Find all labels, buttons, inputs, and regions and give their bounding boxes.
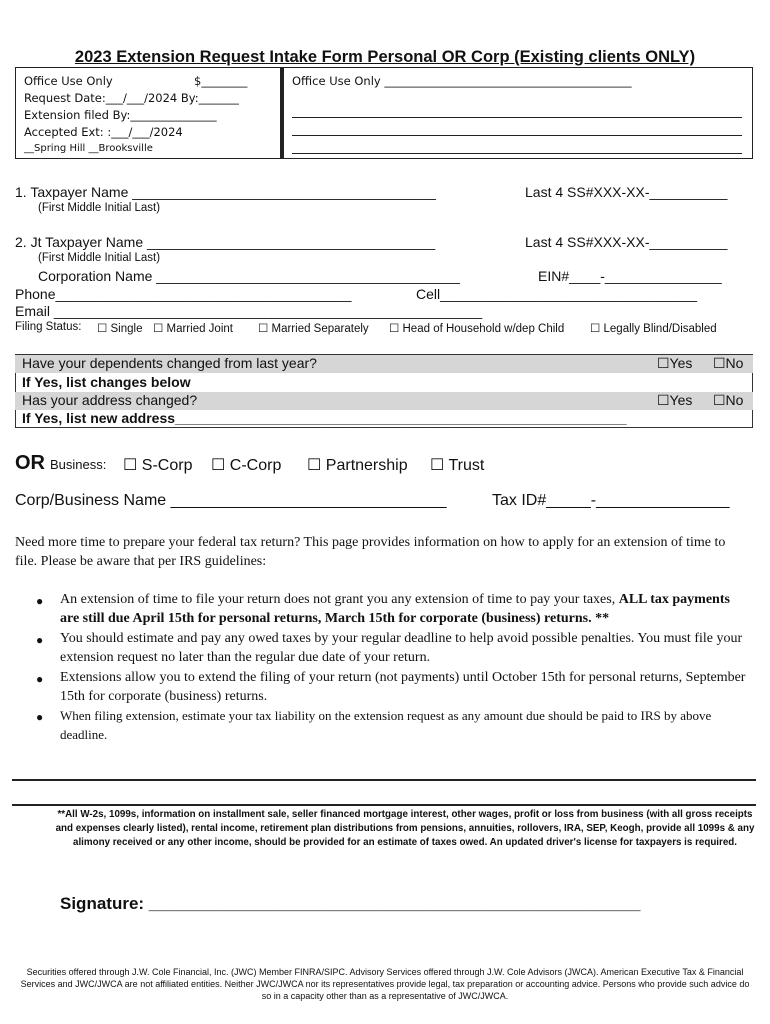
bullet-icon: ● [36, 672, 44, 686]
bullet-icon: ● [36, 633, 44, 647]
jt-taxpayer-ssn-field[interactable]: Last 4 SS#XXX-XX-__________ [525, 234, 728, 250]
corporation-name-field[interactable]: Corporation Name _______________________________________ [38, 268, 460, 284]
new-address-field[interactable]: If Yes, list new address__________________________________________________________ [22, 410, 627, 426]
business-partnership[interactable]: ☐ Partnership [307, 457, 408, 474]
phone-field[interactable]: Phone______________________________________ [15, 286, 352, 302]
office-use-line[interactable] [292, 135, 742, 136]
bullet-estimate-liability: When filing extension, estimate your tax liability on the extension request as any amount due should be paid to IRS by above deadline. [60, 708, 712, 742]
intro-paragraph: Need more time to prepare your federal tax return? This page provides information on how to apply for an extension of time to file. Please be aware that per IRS guidelines: [15, 535, 726, 569]
bullet-estimate-taxes: You should estimate and pay any owed taxes by your regular deadline to help avoid possible penalties. You must file your extension request no later than the regular due date of your return. [60, 631, 743, 665]
extension-filed-by-field[interactable]: Extension filed By:_______________ [24, 108, 217, 122]
business-label: Business: [50, 457, 107, 472]
filing-status-head-of-household[interactable]: ☐ Head of Household w/dep Child [389, 323, 565, 335]
office-use-amount[interactable]: $________ [194, 74, 248, 88]
bullet-extension-dates: Extensions allow you to extend the filing of your return (not payments) until October 15th for personal returns, September 15th for corporate (business) returns. [60, 670, 746, 704]
address-no-checkbox[interactable]: ☐No [713, 392, 744, 408]
business-c-corp[interactable]: ☐ C-Corp [211, 457, 282, 474]
bullet-bold-text: ALL tax payments are still due April 15th for personal returns, March 15th for corporate (business) returns. ** [60, 592, 730, 626]
dependents-followup-label: If Yes, list changes below [22, 374, 191, 390]
or-label: OR [15, 452, 45, 474]
filing-status-label: Filing Status: [15, 321, 82, 333]
address-question: Has your address changed? [22, 392, 198, 408]
taxpayer-name-field[interactable]: 1. Taxpayer Name _______________________________________ [15, 184, 436, 200]
business-s-corp[interactable]: ☐ S-Corp [123, 457, 193, 474]
business-trust[interactable]: ☐ Trust [430, 457, 485, 474]
request-date-field[interactable]: Request Date:___/___/2024 By:_______ [24, 91, 239, 105]
divider [12, 804, 756, 806]
office-use-box-right [281, 67, 753, 159]
office-location-options[interactable]: __Spring Hill __Brooksville [24, 143, 153, 154]
footer-disclaimer: Securities offered through J.W. Cole Financial, Inc. (JWC) Member FINRA/SIPC. Advisory Services offered through J.W. Cole Advisors (JWCA). American Executive Tax & Financial Services and JWC/JWCA are not affiliated entities. Neither JWC/JWCA nor its representatives provide legal, tax preparation or accounting advice. Persons who provide such advice do so in a capacity other than as a representative of JWC/JWCA. [20, 967, 750, 1001]
email-field[interactable]: Email _______________________________________________________ [15, 303, 483, 319]
dependents-yes-checkbox[interactable]: ☐Yes [657, 355, 693, 371]
ein-field[interactable]: EIN#____-_______________ [538, 268, 722, 284]
dependents-question: Have your dependents changed from last year? [22, 355, 317, 371]
office-use-label: Office Use Only [24, 74, 113, 88]
business-name-field[interactable]: Corp/Business Name _______________________________ [15, 492, 447, 509]
taxpayer-ssn-field[interactable]: Last 4 SS#XXX-XX-__________ [525, 184, 728, 200]
office-use-right-label[interactable]: Office Use Only ___________________________________________ [292, 74, 632, 88]
jt-taxpayer-name-field[interactable]: 2. Jt Taxpayer Name _____________________________________ [15, 234, 436, 250]
cell-field[interactable]: Cell_________________________________ [416, 286, 698, 302]
filing-status-single[interactable]: ☐ Single [97, 323, 143, 335]
filing-status-married-joint[interactable]: ☐ Married Joint [153, 323, 233, 335]
page-title: 2023 Extension Request Intake Form Personal OR Corp (Existing clients ONLY) [74, 48, 696, 66]
office-use-line[interactable] [292, 153, 742, 154]
divider [12, 779, 756, 781]
jt-taxpayer-name-hint: (First Middle Initial Last) [38, 252, 161, 264]
filing-status-married-separately[interactable]: ☐ Married Separately [258, 323, 369, 335]
office-use-box-left [15, 67, 281, 159]
bullet-text: An extension of time to file your return does not grant you any extension of time to pay your taxes, [60, 592, 619, 607]
signature-field[interactable]: Signature: ____________________________________________________ [60, 894, 641, 913]
documents-note: **All W-2s, 1099s, information on installment sale, seller financed mortgage interest, other wages, profit or loss from business (with all gross receipts and expenses clearly listed), rental income, retirement plan distributions from pensions, annuities, rollovers, IRA, SEP, Keogh, provide all 1099s & any alimony received or any other income, should be provided for an estimate of taxes owed. An updated driver's license for taxpayers is required. [55, 809, 755, 848]
dependents-no-checkbox[interactable]: ☐No [713, 355, 744, 371]
bullet-payment-deadline [60, 590, 752, 628]
bullet-icon: ● [36, 710, 44, 724]
filing-status-blind-disabled[interactable]: ☐ Legally Blind/Disabled [590, 323, 717, 335]
taxpayer-name-hint: (First Middle Initial Last) [38, 202, 161, 214]
accepted-ext-field[interactable]: Accepted Ext: :___/___/2024 [24, 125, 183, 139]
bullet-icon: ● [36, 594, 44, 608]
office-use-line[interactable] [292, 117, 742, 118]
address-yes-checkbox[interactable]: ☐Yes [657, 392, 693, 408]
tax-id-field[interactable]: Tax ID#_____-_______________ [492, 492, 730, 509]
